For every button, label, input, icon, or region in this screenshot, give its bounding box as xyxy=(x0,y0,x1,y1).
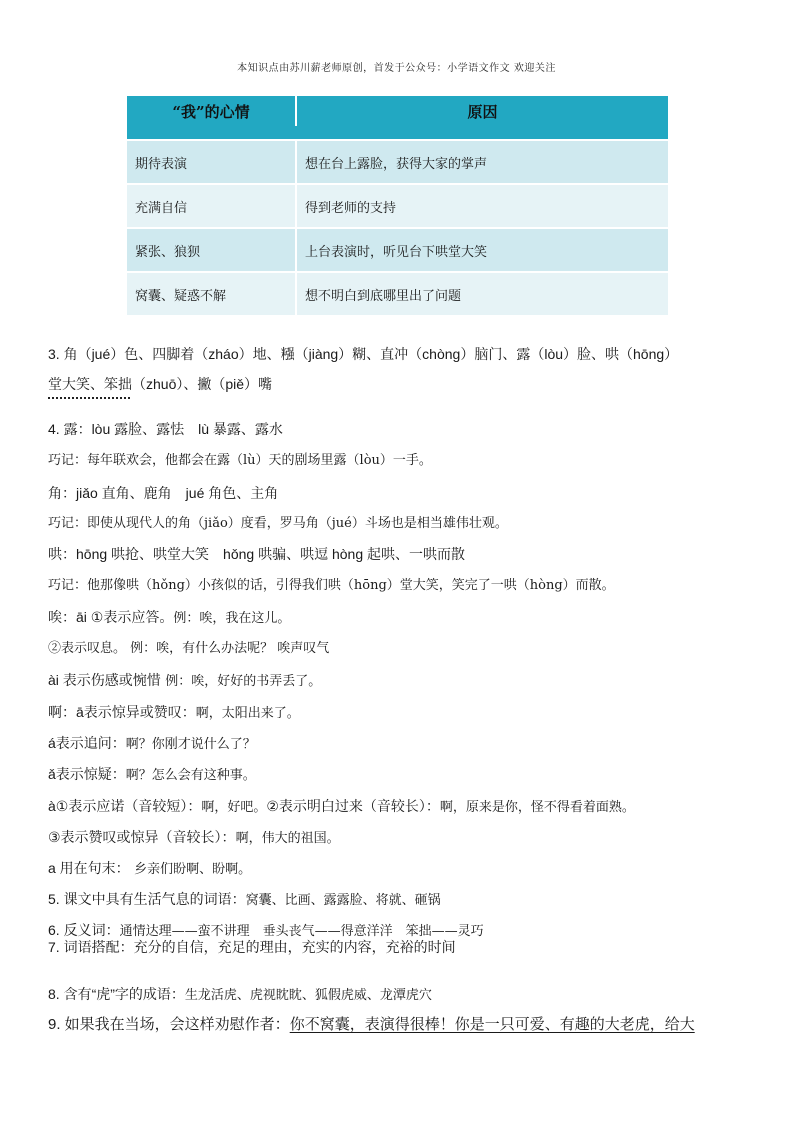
table-header-mood: “我”的心情 xyxy=(127,96,297,126)
item-8 xyxy=(48,984,432,1006)
item-5-words: 窝囊、比画、露露脸、将就、砸锅 xyxy=(245,893,441,908)
item-a-5 xyxy=(48,827,340,849)
item-a-1 xyxy=(48,702,300,724)
a-1-label: 啊：ā表示惊异或赞叹： xyxy=(48,704,196,720)
a-2-example: 啊？你刚才说什么了？ xyxy=(125,737,256,752)
tip-lu: 巧记：每年联欢会，他都会在露（lù）天的剧场里露（lòu）一手。 xyxy=(48,453,432,468)
item-5-label: 5. 课文中具有生活气息的词语： xyxy=(48,891,246,907)
a-3-example: 啊？怎么会有这种事。 xyxy=(125,768,256,783)
item-9 xyxy=(48,1014,695,1035)
item-8-label: 8. 含有“虎”字的成语： xyxy=(48,986,185,1002)
table-cell-mood: 窝囊、疑惑不解 xyxy=(127,271,297,315)
a-4-label: à①表示应诺（音较短）： xyxy=(48,798,202,814)
item-3-line-2 xyxy=(48,374,272,394)
a-4-example: 啊，好吧。 xyxy=(201,800,267,815)
item-a-6 xyxy=(48,858,251,880)
table-cell-reason: 想不明白到底哪里出了问题 xyxy=(297,271,668,315)
item-ai-3 xyxy=(48,670,321,692)
tip-hong: 巧记：他那像哄（hǒng）小孩似的话，引得我们哄（hōng）堂大笑，笑完了一哄（hòng）而散。 xyxy=(48,578,615,593)
table-cell-reason: 上台表演时，听见台下哄堂大笑 xyxy=(297,227,668,271)
table-cell-reason: 想在台上露脸，获得大家的掌声 xyxy=(297,139,668,183)
a-1-example: 啊，太阳出来了。 xyxy=(195,706,300,721)
a-6-label: a 用在句末： xyxy=(48,860,130,876)
item-a-3 xyxy=(48,764,256,786)
item-a-4 xyxy=(48,796,635,818)
item-5 xyxy=(48,889,441,911)
item-ai-1 xyxy=(48,607,290,629)
table-row xyxy=(127,139,668,183)
item-3-rest: （zhuō）、撇（piě）嘴 xyxy=(132,376,273,392)
item-jiao: 角：jiǎo 直角、鹿角 jué 角色、主角 xyxy=(48,485,279,501)
a-5-example: 啊，伟大的祖国。 xyxy=(235,831,340,846)
a-5-label: ③表示赞叹或惊异（音较长）： xyxy=(48,829,236,845)
ai-1-label: 唉：āi ①表示应答。 xyxy=(48,609,174,625)
item-3-line-1: 3. 角（jué）色、四脚着（zháo）地、糨（jiàng）糊、直冲（chòng）脑门、露（lòu）脸、哄（hōng） xyxy=(48,346,679,362)
table-header-row xyxy=(127,96,668,126)
tip-jiao: 巧记：即使从现代人的角（jiǎo）度看，罗马角（jué）斗场也是相当雄伟壮观。 xyxy=(48,516,508,531)
header-note: 本知识点由苏川薪老师原创，首发于公众号：小学语文作文 欢迎关注 xyxy=(237,63,556,74)
a-4-example-2: 啊，原来是你，怪不得看着面熟。 xyxy=(439,800,635,815)
table-header-strip xyxy=(127,126,668,139)
dotted-words: 堂大笑、笨拙 xyxy=(48,376,132,392)
item-9-label: 9. 如果我在当场，会这样劝慰作者： xyxy=(48,1016,290,1033)
ai-3-label: ài 表示伤感或惋惜 xyxy=(48,672,161,688)
item-a-2 xyxy=(48,733,256,755)
table-cell-mood: 紧张、狼狈 xyxy=(127,227,297,271)
table-header-reason: 原因 xyxy=(297,96,668,126)
item-6-label: 6. 反义词： xyxy=(48,922,120,938)
table-row xyxy=(127,183,668,227)
item-ai-2: ②表示叹息。 例：唉，有什么办法呢？ 唉声叹气 xyxy=(48,641,330,656)
item-7: 7. 词语搭配：充分的自信，充足的理由，充实的内容，充裕的时间 xyxy=(48,939,456,955)
a-4-label-2: ②表示明白过来（音较长）： xyxy=(266,798,440,814)
table-row xyxy=(127,271,668,315)
item-8-words: 生龙活虎、虎视眈眈、狐假虎威、龙潭虎穴 xyxy=(184,988,432,1003)
table-cell-mood: 充满自信 xyxy=(127,183,297,227)
mood-table xyxy=(127,96,668,315)
ai-3-example: 例：唉，好好的书弄丢了。 xyxy=(165,674,322,689)
table-row xyxy=(127,227,668,271)
item-6-words: 通情达理——蛮不讲理 垂头丧气——得意洋洋 笨拙——灵巧 xyxy=(119,924,484,939)
table-cell-reason: 得到老师的支持 xyxy=(297,183,668,227)
item-hong: 哄：hōng 哄抢、哄堂大笑 hǒng 哄骗、哄逗 hòng 起哄、一哄而散 xyxy=(48,546,465,562)
table-cell-mood: 期待表演 xyxy=(127,139,297,183)
item-4-lu: 4. 露：lòu 露脸、露怯 lù 暴露、露水 xyxy=(48,421,283,437)
a-3-label: ǎ表示惊疑： xyxy=(48,766,126,782)
a-2-label: á表示追问： xyxy=(48,735,126,751)
ai-1-example: 例：唉，我在这儿。 xyxy=(173,611,291,626)
a-6-example: 乡亲们盼啊、盼啊。 xyxy=(134,862,252,877)
item-9-answer: 你不窝囊，表演得很棒！你是一只可爱、有趣的大老虎，给大 xyxy=(289,1016,695,1033)
